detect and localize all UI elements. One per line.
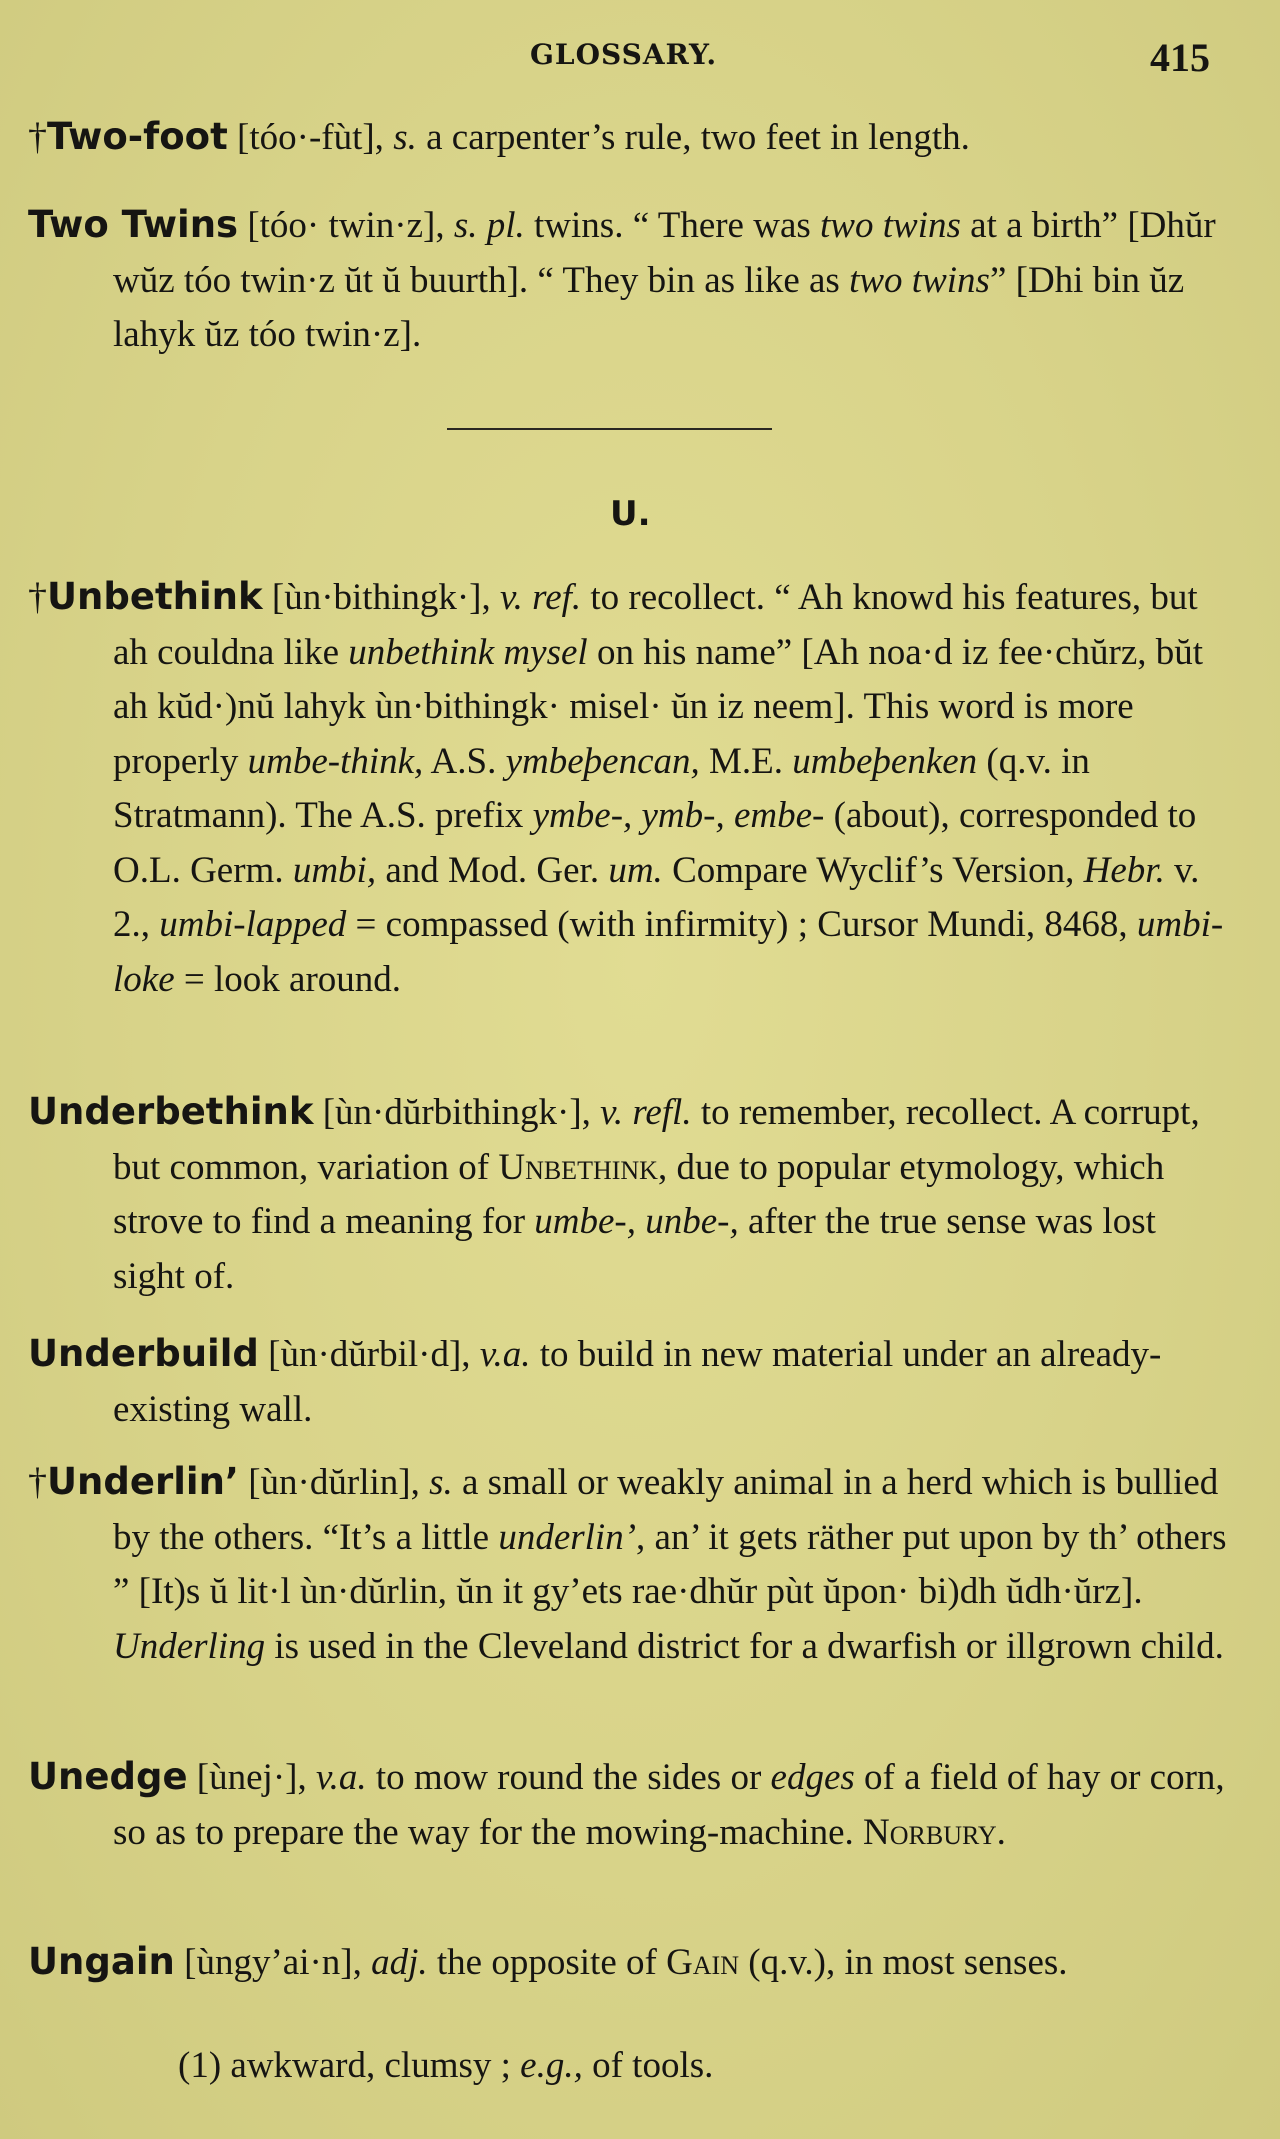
definition-text: = look around. xyxy=(174,958,402,1000)
dagger-mark: † xyxy=(28,116,47,158)
part-of-speech: s. xyxy=(393,117,417,158)
definition-text: (about), corresponded to O.L. Germ. xyxy=(113,795,1197,891)
headword: Ungain xyxy=(28,1940,175,1983)
source-citation: Norbury. xyxy=(863,1811,1006,1853)
headword: Unedge xyxy=(28,1755,188,1798)
pronunciation: [ùn·dŭrbil·d], xyxy=(258,1334,480,1375)
definition-text: = compassed (with infirmity) ; Cursor Mundi, 8468, xyxy=(346,904,1137,945)
headword: Underbethink xyxy=(28,1090,314,1133)
pronunciation: [ùn·dŭrbithingk·], xyxy=(313,1092,601,1133)
page-number: 415 xyxy=(1150,35,1210,80)
sense-text: of tools. xyxy=(582,2045,714,2086)
entry-two-foot xyxy=(28,110,1233,166)
pronunciation: [tóo·-fùt], xyxy=(227,117,394,158)
italic-text: underlin’ xyxy=(498,1516,637,1558)
headword: Two-foot xyxy=(47,115,228,158)
pronunciation: [ùn·dŭrlin], xyxy=(238,1462,430,1503)
italic-text: edges xyxy=(770,1757,855,1798)
pronunciation: [tóo· twin·z], xyxy=(238,205,454,246)
dagger-mark: † xyxy=(28,576,47,618)
definition-text: M.E. xyxy=(699,740,793,782)
definition-text: to recollect. “ Ah knowd his features, but ah couldna like xyxy=(113,577,1198,673)
page-header xyxy=(0,28,1280,78)
entry-underlin xyxy=(28,1455,1233,1674)
headword: Underbuild xyxy=(28,1332,259,1375)
example-italic: two twins xyxy=(820,205,961,246)
part-of-speech: s. xyxy=(429,1462,453,1503)
definition-text: to mow round the sides or xyxy=(366,1757,771,1798)
example-italic: two twins xyxy=(849,259,990,301)
definition-text: , due to popular etymology, which strove to find a meaning for xyxy=(113,1146,1165,1242)
headword: Unbethink xyxy=(47,575,263,618)
definition: ” [Dhi bin ŭz lahyk ŭz tóo twin·z]. xyxy=(113,259,1185,355)
italic-text: e.g., xyxy=(520,2045,583,2086)
definition-text: v. 2., xyxy=(113,849,1200,945)
italic-text: umbe-think, xyxy=(247,740,424,782)
part-of-speech: v.a. xyxy=(315,1757,367,1798)
entry-unbethink xyxy=(28,570,1233,1007)
italic-text: Underling xyxy=(113,1625,266,1667)
italic-text: Hebr. xyxy=(1083,849,1165,891)
italic-text: umbeþenken xyxy=(792,740,978,782)
definition-text: Compare Wyclif’s Version, xyxy=(662,849,1084,891)
definition-text: after the true sense was lost sight of. xyxy=(113,1201,1156,1297)
definition: to build in new material under an already-existing wall. xyxy=(113,1334,1162,1430)
italic-text: unbethink mysel xyxy=(348,631,588,673)
part-of-speech: v. ref. xyxy=(500,577,582,618)
pronunciation: [ùngy’ai·n], xyxy=(174,1942,372,1983)
section-divider xyxy=(447,428,772,430)
part-of-speech: s. pl. xyxy=(453,205,525,246)
part-of-speech: v.a. xyxy=(479,1334,531,1375)
definition-text: , an’ it gets räther put upon by th’ others ” [It)s ŭ lit·l ùn·dŭrlin, ŭn it gy’ets rae·dhŭr pùt ŭpon· bi)dh ŭdh·ŭrz]. xyxy=(113,1516,1227,1612)
italic-text: umbi-loke xyxy=(113,904,1224,1000)
italic-text: umbi-lapped xyxy=(159,904,347,945)
entry-unedge xyxy=(28,1750,1233,1860)
dagger-mark: † xyxy=(28,1461,47,1503)
italic-text: umbi, xyxy=(292,849,377,891)
definition-text: to remember, recollect. A corrupt, but common, variation of xyxy=(113,1092,1200,1188)
entry-underbuild xyxy=(28,1327,1233,1437)
cross-reference: Unbethink xyxy=(498,1146,658,1188)
pronunciation: [ùnej·], xyxy=(187,1757,316,1798)
definition: at a birth” [Dhŭr wŭz tóo twin·z ŭt ŭ buurth]. “ They bin as like as xyxy=(113,205,1216,301)
italic-text: umbe-, unbe-, xyxy=(534,1201,739,1242)
part-of-speech: adj. xyxy=(371,1942,428,1983)
cross-reference: Gain xyxy=(666,1942,739,1983)
section-letter: U. xyxy=(610,494,651,534)
definition-text: the opposite of xyxy=(427,1942,667,1983)
entry-underbethink xyxy=(28,1085,1233,1304)
italic-text: um. xyxy=(608,849,663,891)
definition: a carpenter’s rule, two feet in length. xyxy=(416,117,970,158)
entry-ungain xyxy=(28,1935,1233,1991)
part-of-speech: v. refl. xyxy=(600,1092,692,1133)
italic-text: ymbe-, ymb-, embe- xyxy=(532,795,825,836)
headword: Two Twins xyxy=(28,203,239,246)
definition-text: A.S. xyxy=(423,740,506,782)
headword: Underlin’ xyxy=(47,1460,239,1503)
definition-text: of a field of hay or corn, so as to prepare the way for the mowing-machine. xyxy=(113,1757,1225,1853)
entry-two-twins xyxy=(28,198,1233,363)
sense-1 xyxy=(178,2044,713,2087)
definition-text: on his name” [Ah noa·d iz fee·chŭrz, bŭt ah kŭd·)nŭ lahyk ùn·bithingk· misel· ŭn iz neem]. This word is more properly xyxy=(113,631,1204,782)
italic-text: ymbeþencan, xyxy=(505,740,700,782)
definition-text: (q.v.), in most senses. xyxy=(739,1942,1068,1983)
definition-text: (q.v. in Stratmann). The A.S. prefix xyxy=(113,740,1090,836)
running-head: GLOSSARY. xyxy=(530,38,718,71)
definition-text: and Mod. Ger. xyxy=(376,849,609,891)
definition-text: a small or weakly animal in a herd which is bullied by the others. “It’s a little xyxy=(113,1462,1219,1558)
definition-text: is used in the Cleveland district for a dwarfish or illgrown child. xyxy=(265,1625,1224,1667)
pronunciation: [ùn·bithingk·], xyxy=(262,577,500,618)
sense-text: (1) awkward, clumsy ; xyxy=(178,2045,521,2086)
definition: twins. “ There was xyxy=(524,205,821,246)
